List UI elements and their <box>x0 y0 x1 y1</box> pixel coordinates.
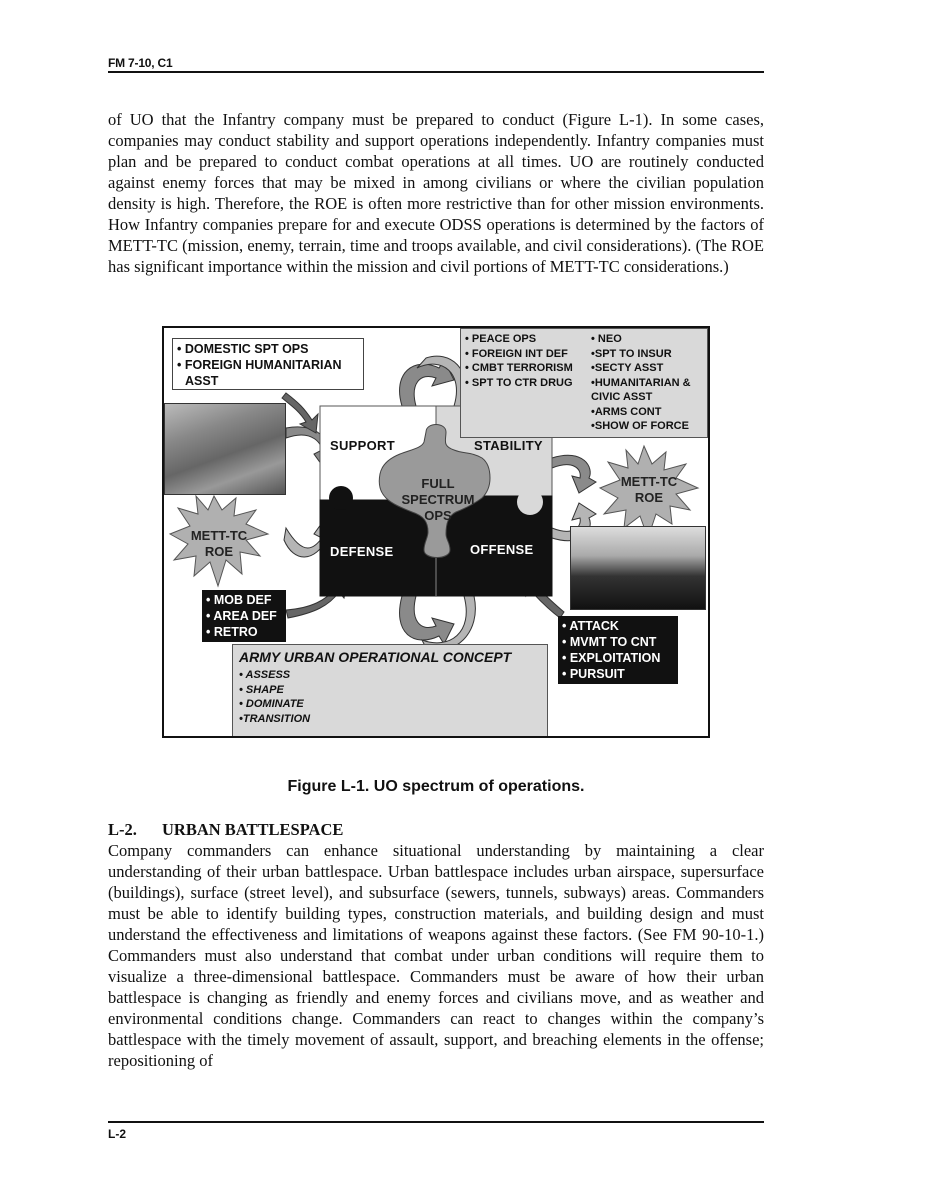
photo-urban-combat <box>570 526 706 610</box>
stability-op-item: •HUMANITARIAN & <box>591 376 691 389</box>
center-label-line: SPECTRUM <box>401 492 475 507</box>
offense-op-item: • ATTACK <box>562 619 619 633</box>
star-label-line: METT-TC <box>190 528 248 543</box>
support-label: SUPPORT <box>330 438 395 453</box>
stability-ops-column-2 <box>591 332 691 434</box>
concept-item: • ASSESS <box>239 669 291 681</box>
stability-op-item: • NEO <box>591 333 622 345</box>
body-paragraph-1: of UO that the Infantry company must be prepared to conduct (Figure L-1). In some cases, companies may conduct stability and support operations independently. Infantry companies must plan and be prepared to conduct combat operations at all times. UO are routinely conducted against enemy forces that may be mixed in among civilians or where the civilian population density is high. Therefore, the ROE is often more restrictive than for other mission environments. How Infantry companies prepare for and execute ODSS operations is determined by the factors of METT-TC (mission, enemy, terrain, time and troops available, and civil considerations). (The ROE has significant importance within the mission and civil portions of METT-TC considerations.) <box>108 110 764 276</box>
section-heading <box>108 820 343 840</box>
section-number: L-2. <box>108 820 137 839</box>
urban-operational-concept-box <box>232 644 548 738</box>
photo-humanitarian-support <box>164 403 286 495</box>
stability-op-item: • CMBT TERRORISM <box>465 362 573 374</box>
offense-op-item: • PURSUIT <box>562 667 625 681</box>
section-title: URBAN BATTLESPACE <box>162 820 344 839</box>
stability-op-item: •ARMS CONT <box>591 405 662 418</box>
figure-uo-spectrum <box>162 326 710 738</box>
center-label-line: FULL <box>421 476 455 491</box>
stability-op-item: • PEACE OPS <box>465 333 537 345</box>
concept-item: • SHAPE <box>239 683 284 696</box>
stability-operations-list <box>460 328 708 438</box>
support-op-item: • FOREIGN HUMANITARIAN <box>177 358 342 372</box>
offense-op-item: • EXPLOITATION <box>562 651 661 665</box>
support-op-item: ASST <box>185 374 219 388</box>
mett-tc-roe-right-label <box>614 474 684 506</box>
offense-op-item: • MVMT TO CNT <box>562 635 657 649</box>
star-label-line: METT-TC <box>620 474 678 489</box>
star-label-line: ROE <box>634 490 664 505</box>
stability-op-item: •SECTY ASST <box>591 362 664 374</box>
stability-op-item: •SPT TO INSUR <box>591 347 672 360</box>
support-operations-list <box>172 338 364 390</box>
defense-op-item: • MOB DEF <box>206 593 272 607</box>
center-label-line: OPS <box>424 508 452 523</box>
defense-op-item: • RETRO <box>206 625 258 639</box>
stability-ops-column-1 <box>465 332 573 390</box>
support-op-item: • DOMESTIC SPT OPS <box>177 342 309 356</box>
concept-title: ARMY URBAN OPERATIONAL CONCEPT <box>239 649 512 665</box>
mett-tc-roe-left-label <box>184 528 254 560</box>
document-id: FM 7-10, C1 <box>108 56 173 70</box>
defense-operations-list <box>202 590 286 642</box>
running-footer <box>108 1121 764 1141</box>
concept-item: •TRANSITION <box>239 712 311 725</box>
full-spectrum-ops-label <box>386 476 490 524</box>
cycle-arrows-top <box>400 356 467 406</box>
offense-label: OFFENSE <box>470 542 534 557</box>
star-label-line: ROE <box>204 544 234 559</box>
stability-op-item: •SHOW OF FORCE <box>591 420 689 432</box>
stability-op-item: CIVIC ASST <box>591 391 653 403</box>
cycle-arrows-bottom <box>400 596 476 650</box>
figure-caption: Figure L-1. UO spectrum of operations. <box>287 778 585 795</box>
concept-item: • DOMINATE <box>239 698 304 710</box>
defense-op-item: • AREA DEF <box>206 609 277 623</box>
offense-operations-list <box>558 616 678 684</box>
body-paragraph-2: Company commanders can enhance situational understanding by maintaining a clear understanding of their urban battlespace. Urban battlespace includes urban airspace, supersurface (buildings), surface (street level), and subsurface (sewers, tunnels, subways) areas. Commanders must be able to identify building types, construction materials, and building design and must understand the effectiveness and limitations of weapons against these factors. (See FM 90-10-1.) Commanders must also understand that combat under urban conditions will require them to visualize a three-dimensional battlespace. Commanders must be aware of how their urban battlespace is changing as friendly and enemy forces and civilians move, and as weather and environmental conditions change. Commanders can react to changes within the company’s battlespace with the timely movement of assault, support, and breaching elements in the offense; repositioning of <box>108 841 764 1070</box>
running-header <box>108 56 764 73</box>
stability-label: STABILITY <box>474 438 543 453</box>
stability-op-item: • FOREIGN INT DEF <box>465 347 568 360</box>
defense-label: DEFENSE <box>330 544 394 559</box>
page-number: L-2 <box>108 1127 126 1141</box>
stability-op-item: • SPT TO CTR DRUG <box>465 376 573 389</box>
